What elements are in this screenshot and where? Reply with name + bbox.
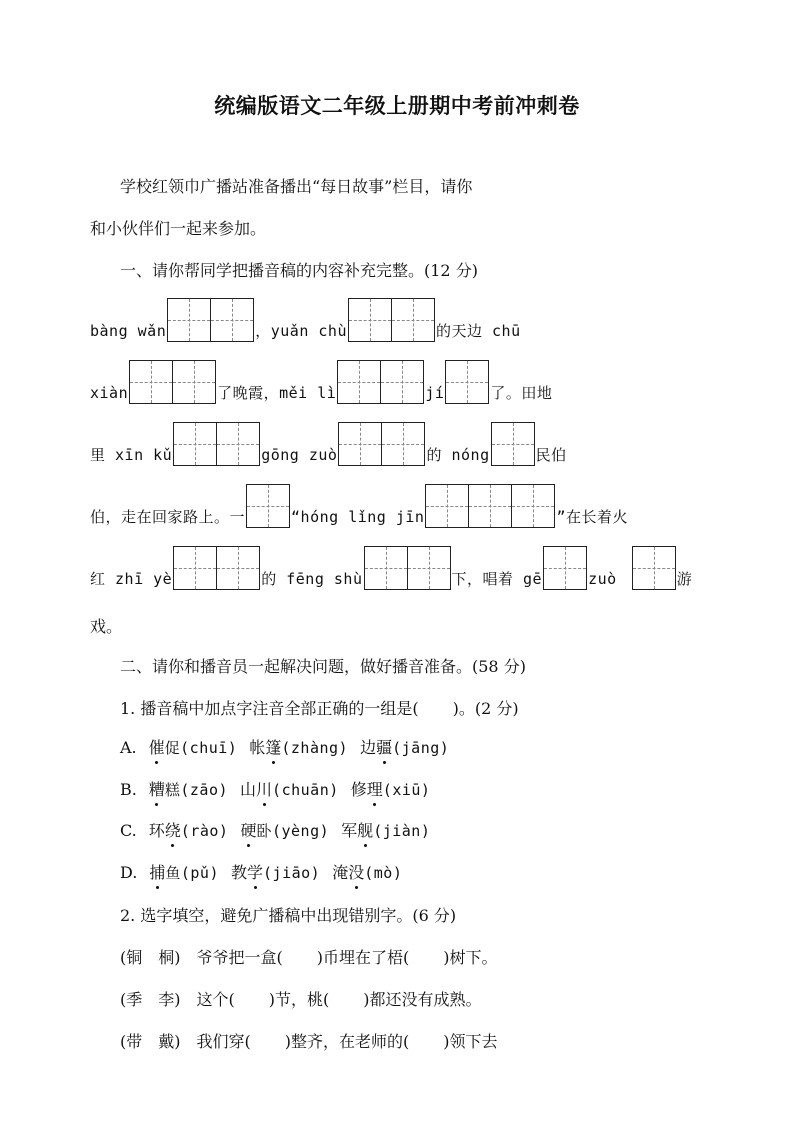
pinyin-text: 游: [676, 570, 693, 588]
pinyin-text: 的 nóng: [426, 446, 490, 464]
intro-line-2: 和小伙伴们一起来参加。: [90, 219, 267, 238]
dotted-char: 川: [256, 780, 273, 799]
section-2-heading: 二、请你和播音员一起解决问题，做好播音准备。(58 分): [120, 657, 526, 676]
q2-row-1: (铜 桐) 爷爷把一盒( )币埋在了梧( )树下。: [120, 948, 498, 967]
pinyin-text: ”在长着火: [556, 508, 628, 526]
fill-row-4: [90, 484, 628, 528]
question-1-score: )。(2 分): [452, 699, 519, 718]
option-letter: D.: [120, 863, 138, 882]
question-2-stem: 2. 选字填空，避免广播稿中出现错别字。(6 分): [120, 906, 457, 925]
pinyin-text: ，yuǎn chù: [255, 322, 347, 340]
option-c[interactable]: C. 环绕(rào) 硬卧(yèng) 军舰(jiàn): [120, 821, 431, 840]
char-box-group[interactable]: [337, 360, 424, 404]
pinyin-text: “hóng lǐng jīn: [291, 508, 425, 526]
pinyin-text: gōng zuò: [261, 446, 338, 464]
char-box-group[interactable]: [491, 422, 535, 466]
pinyin-text: 红 zhī yè: [90, 570, 173, 588]
pinyin-text: jí: [425, 384, 445, 402]
dotted-char: 捕: [149, 863, 166, 882]
pinyin-text: xiàn: [90, 384, 129, 402]
pinyin-text: zuò: [588, 570, 617, 588]
option-letter: B.: [120, 780, 137, 799]
fill-row-2: [90, 360, 552, 404]
dotted-char: 理: [366, 780, 383, 799]
section-1-heading: 一、请你帮同学把播音稿的内容补充完整。(12 分): [120, 261, 478, 280]
dotted-char: 篷: [265, 738, 282, 757]
option-letter: A.: [120, 738, 137, 757]
q2-row-2: (季 李) 这个( )节，桃( )都还没有成熟。: [120, 990, 482, 1009]
char-box-group[interactable]: [246, 484, 290, 528]
pinyin-text: 民伯: [535, 446, 567, 464]
dotted-char: 疆: [376, 738, 393, 757]
fill-row-6: 戏。: [90, 617, 123, 636]
dotted-char: 学: [247, 863, 264, 882]
pinyin-text: 的 fēng shù: [261, 570, 363, 588]
pinyin-text: 伯，走在回家路上。一: [90, 508, 246, 526]
option-d[interactable]: D. 捕鱼(pǔ) 教学(jiāo) 淹没(mò): [120, 863, 403, 882]
intro-line-1: 学校红领巾广播站准备播出“每日故事”栏目，请你: [120, 177, 473, 196]
char-box-group[interactable]: [173, 546, 260, 590]
q2-row-3: (带 戴) 我们穿( )整齐，在老师的( )领下去: [120, 1032, 498, 1051]
char-box-group[interactable]: [173, 422, 260, 466]
char-box-group[interactable]: [338, 422, 425, 466]
question-1-stem: [120, 698, 519, 720]
page-title: 统编版语文二年级上册期中考前冲刺卷: [214, 94, 580, 118]
option-a[interactable]: A. 催促(chuī) 帐篷(zhàng) 边疆(jāng): [120, 738, 450, 757]
char-box-group[interactable]: [425, 484, 555, 528]
question-1-text: 1. 播音稿中加点字注音全部正确的一组是(: [120, 699, 419, 718]
pinyin-text: 了晚霞，měi lì: [217, 384, 337, 402]
char-box-group[interactable]: [129, 360, 216, 404]
char-pair: (季 李): [120, 990, 181, 1009]
char-box-group[interactable]: [364, 546, 451, 590]
option-b[interactable]: B. 糟糕(zāo) 山川(chuān) 修理(xiū): [120, 780, 431, 799]
char-box-group[interactable]: [348, 298, 435, 342]
char-box-group[interactable]: [632, 546, 676, 590]
dotted-char: 糟: [148, 780, 165, 799]
dotted-char: 催: [148, 738, 165, 757]
char-box-group[interactable]: [167, 298, 254, 342]
pinyin-text: 下，唱着 gē: [451, 570, 543, 588]
pinyin-text: bàng wǎn: [90, 322, 167, 340]
char-box-group[interactable]: [543, 546, 587, 590]
fill-row-1: [90, 298, 521, 342]
dotted-char: 绕: [164, 821, 181, 840]
dotted-char: 舰: [357, 821, 374, 840]
char-box-group[interactable]: [445, 360, 489, 404]
pinyin-text: 里 xīn kǔ: [90, 446, 173, 464]
char-pair: (带 戴): [120, 1032, 181, 1051]
dotted-char: 没: [348, 863, 365, 882]
fill-row-3: [90, 422, 567, 466]
option-letter: C.: [120, 821, 137, 840]
fill-row-5: [90, 546, 692, 590]
pinyin-text: 了。田地: [490, 384, 553, 402]
dotted-char: 硬: [240, 821, 257, 840]
pinyin-text: 的天边 chū: [436, 322, 521, 340]
char-pair: (铜 桐): [120, 948, 181, 967]
